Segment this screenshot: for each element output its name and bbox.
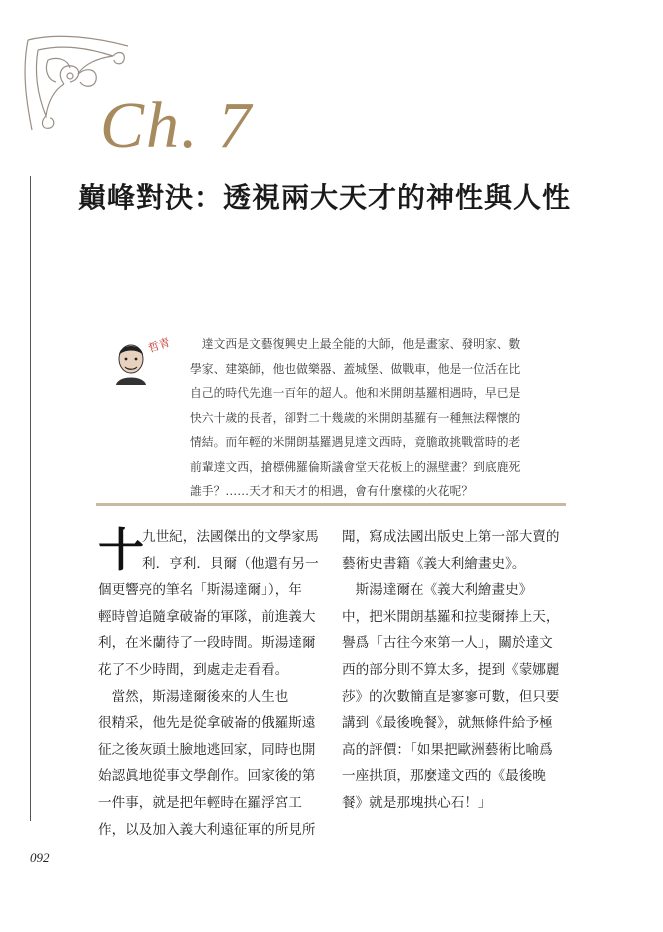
page-number: 092 bbox=[30, 850, 50, 865]
intro-divider bbox=[96, 503, 566, 506]
body-line: 輕時曾追隨拿破崙的軍隊，前進義大 bbox=[98, 608, 316, 625]
intro-line: 誰手？……天才和天才的相遇，會有什麼樣的火花呢？ bbox=[190, 484, 474, 498]
body-line: 高的評價：「如果把歐洲藝術比喻爲 bbox=[342, 741, 553, 758]
body-line: 作，以及加入義大利遠征軍的所見所 bbox=[98, 821, 316, 838]
body-line: 譽爲「古往今來第一人」，關於達文 bbox=[342, 635, 553, 652]
author-portrait-icon bbox=[110, 339, 152, 385]
chapter-number: Ch. 7 bbox=[100, 89, 254, 162]
body-line: 個更響亮的筆名「斯湯達爾」），年 bbox=[98, 582, 302, 599]
body-line: 九世紀，法國傑出的文學家馬 bbox=[142, 529, 319, 545]
intro-box bbox=[96, 327, 556, 503]
body-line: 利．亨利．貝爾（他還有另一 bbox=[142, 555, 319, 572]
body-line: 一件事，就是把年輕時在羅浮宮工 bbox=[98, 794, 302, 811]
drop-cap: 十 bbox=[98, 523, 144, 577]
body-line: 一座拱頂，那麼達文西的《最後晚 bbox=[342, 768, 546, 785]
author-tag: 哲青 bbox=[146, 335, 172, 356]
body-line: 征之後灰頭土臉地逃回家，同時也開 bbox=[98, 741, 316, 758]
body-column-left bbox=[98, 524, 324, 843]
body-line: 莎》的次數簡直是寥寥可數，但只要 bbox=[342, 688, 560, 705]
intro-line: 自己的時代先進一百年的超人。他和米開朗基羅相遇時，早已是 bbox=[190, 386, 521, 400]
body-line: 當然，斯湯達爾後來的人生也 bbox=[98, 688, 289, 705]
body-line: 中，把米開朗基羅和拉斐爾捧上天， bbox=[342, 608, 560, 625]
intro-line: 快六十歲的長者，卻對二十幾歲的米開朗基羅有一種無法釋懷的 bbox=[190, 410, 521, 425]
intro-line: 前輩達文西，搶標佛羅倫斯議會堂天花板上的濕壁畫？到底鹿死 bbox=[190, 459, 521, 474]
body-line: 花了不少時間，到處走走看看。 bbox=[98, 661, 289, 678]
body-line: 講到《最後晚餐》，就無條件給予極 bbox=[342, 715, 553, 732]
body-line: 藝術史書籍《義大利繪畫史》。 bbox=[342, 555, 526, 572]
intro-line: 情結。而年輕的米開朗基羅遇見達文西時，竟膽敢挑戰當時的老 bbox=[190, 435, 521, 449]
intro-line: 學家、建築師，他也做樂器、蓋城堡、做戰車，他是一位活在比 bbox=[190, 361, 521, 376]
body-line: 斯湯達爾在《義大利繪畫史》 bbox=[342, 582, 533, 599]
body-line: 餐》就是那塊拱心石！」 bbox=[342, 794, 492, 811]
intro-paragraph bbox=[190, 332, 558, 504]
body-line: 始認眞地從事文學創作。回家後的第 bbox=[98, 768, 316, 785]
body-column-right bbox=[342, 524, 568, 817]
body-line: 利，在米蘭待了一段時間。斯湯達爾 bbox=[98, 635, 316, 652]
vertical-rule bbox=[30, 176, 31, 821]
body-line: 西的部分則不算太多，提到《蒙娜麗 bbox=[342, 661, 560, 678]
body-line: 聞，寫成法國出版史上第一部大賣的 bbox=[342, 529, 560, 545]
chapter-title: 巔峰對決：透視兩大天才的神性與人性 bbox=[78, 181, 572, 214]
intro-line: 達文西是文藝復興史上最全能的大師，他是畫家、發明家、數 bbox=[190, 337, 521, 351]
body-line: 很精采，他先是從拿破崙的俄羅斯遠 bbox=[98, 715, 316, 732]
